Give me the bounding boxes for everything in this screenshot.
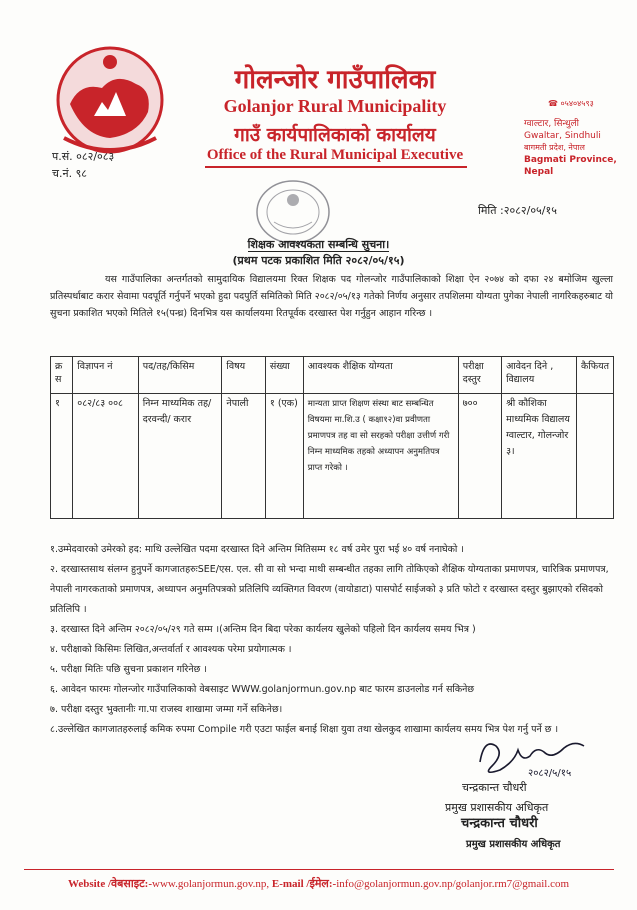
footer-contact: Website /वेबसाइट:-www.golanjormun.gov.np, E-mail /ईमेल:-info@golanjormun.gov.np/golanjor.rm7@gmail.com (67, 878, 570, 890)
signatory-designation-stamp: प्रमुख प्रशासकीय अधिकृत (445, 801, 549, 814)
col-fee: परीक्षा दस्तुर (458, 357, 501, 394)
col-sn: क्र स (51, 357, 73, 394)
vacancy-table (50, 356, 614, 519)
office-address (524, 118, 634, 178)
website-link[interactable]: www.golanjormun.gov.np (152, 878, 267, 890)
notice-title-text: शिक्षक आवश्यकता सम्बन्धि सुचना। (247, 238, 390, 251)
cell-fee: ७०० (458, 394, 501, 519)
office-stamp (254, 178, 332, 246)
table-header-row (51, 357, 614, 394)
col-subject: विषय (222, 357, 265, 394)
municipality-emblem (50, 42, 170, 160)
note-item: १.उम्मेदवारको उमेरको हद: माथि उल्लेखित पदमा दरखास्त दिने अन्तिम मितिसम्म १८ वर्ष उमेर पुरा भई ४० वर्ष ननाघेको । (50, 544, 465, 555)
office-underline (205, 166, 467, 168)
municipality-name-np: गोलन्जोर गाउँपालिका (234, 65, 436, 95)
note-item: ३. दरखास्त दिने अन्तिम २०८२/०५/२९ गते सम्म ।(अन्तिम दिन बिदा परेका कार्यलय खुलेको पहिलो दिन कार्यलय समय भित्र ) (50, 624, 476, 635)
note-item: ७. परीक्षा दस्तुर भुक्तानीः गा.पा राजस्व शाखामा जम्मा गर्ने सकिनेछ। (50, 704, 283, 715)
address-line: Gwaltar, Sindhuli (524, 131, 601, 141)
cell-qualification: मान्यता प्राप्त शिक्षण संस्था बाट सम्बन्धित विषयमा मा.शि.उ ( कक्षा१२)वा प्रवीणता प्रमाणपत्र तह वा सो सरहको परीक्षा उत्तीर्ण गरी निम्न माध्यमिक तहको अध्यापन अनुमतिपत्र प्राप्त गरेको । (303, 394, 458, 519)
address-line: Bagmati Province, Nepal (524, 155, 617, 177)
signatory-name-stamp: चन्द्रकान्त चौधरी (461, 816, 538, 831)
note-item: ८.उल्लेखित कागजातहरुलाई कमिक रुपमा Compile गरी एउटा फाईल बनाई शिक्षा युवा तथा खेलकुद शाखामा कार्यलय समय भित्र पेश गर्नु पर्ने छ । (50, 724, 559, 735)
note-item: ५. परीक्षा मितिः पछि सुचना प्रकाशन गरिनेछ । (50, 664, 207, 675)
col-count: संख्या (265, 357, 303, 394)
office-name-en: Office of the Rural Municipal Executive (206, 147, 464, 163)
address-line: ग्वाल्टार, सिन्धुली (524, 119, 579, 129)
ref-ps: प.सं. ०८२/०८३ (52, 150, 115, 163)
signatory-name: चन्द्रकान्त चौधरी (462, 781, 527, 794)
note-item: २. दरखास्तसाथ संलग्न हुनुपर्ने कागजातहरुःSEE/एस. एल. सी वा सो भन्दा माथी सम्बन्धीत तहका लागि तोकिएको शैक्षिक योग्यताका प्रमाणपत्र, चारित्रिक प्रमाणपत्र, नेपाली नागरकताको प्रमाणपत्र, अध्यापन अनुमतिपत्रको प्रतिलिपि व्यक्तिगत विवरण (वायोडाटा) पासपोर्ट साईजको ३ प्रति फोटो र दरखास्त दस्तुर बुझाएको रसिदको प्रतिलिपि । (50, 564, 609, 615)
col-post: पद/तह/किसिम (138, 357, 222, 394)
handwritten-signature (474, 732, 614, 782)
cell-subject: नेपाली (222, 394, 265, 519)
col-qualification: आवश्यक शैक्षिक योग्यता (303, 357, 458, 394)
notes-list (50, 540, 615, 740)
address-line: बागमती प्रदेश, नेपाल (524, 143, 585, 152)
cell-school: श्री कौशिका माध्यमिक विद्यालय ग्वाल्टार, गोलन्जोर ३। (502, 394, 577, 519)
reference-numbers (52, 148, 114, 182)
note-item: ४. परीक्षाको किसिमः लिखित,अन्तर्वार्ता र आवश्यक परेमा प्रयोगात्मक । (50, 644, 292, 655)
cell-sn: १ (51, 394, 73, 519)
notice-title (0, 237, 637, 252)
cell-remarks (576, 394, 613, 519)
cell-count: १ (एक) (265, 394, 303, 519)
col-remarks: कैफियत (576, 357, 613, 394)
email-label: E-mail /ईमेल:- (271, 878, 337, 890)
cell-ad-no: ०८२/८३ ००८ (73, 394, 138, 519)
email-link[interactable]: info@golanjormun.gov.np/golanjor.rm7@gmail.com (336, 878, 570, 890)
ref-chn: च.नं. ९८ (52, 167, 88, 180)
website-label: Website /वेबसाइट:- (67, 878, 152, 890)
footer-divider (24, 869, 614, 870)
notice-body: यस गाउँपालिका अन्तर्गतको सामुदायिक विद्यालयमा रिक्त शिक्षक पद गोलन्जोर गाउँपालिकाको शिक्षा ऐन २०७४ को दफा २४ बमोजिम खुल्ला प्रतिस्पर्धाबाट करार सेवामा पदपूर्ति गर्नुपर्ने भएको हुदा पदपुर्ति समितिको मिति २०८२/०५/१३ गतेको निर्णय अनुसार तपशिलमा योग्यता पुगेका नेपाली नागरिकहरुबाट यो सुचना प्रकाशित भएको मितिले १५(पन्ध्र) दिनभित्र यस कार्यालयमा रितपूर्वक दरखास्त पेश गर्नुहुन आहान गरिन्छ । (50, 274, 613, 319)
col-school: आवेदन दिने , विद्यालय (502, 357, 577, 394)
notice-subtitle: (प्रथम पटक प्रकाशित मिति २०८२/०५/१५) (232, 254, 405, 267)
signatory-designation: प्रमुख प्रशासकीय अधिकृत (466, 839, 561, 850)
notice-date: मिति :२०८२/०५/१५ (478, 204, 557, 217)
note-item: ६. आवेदन फारमः गोलन्जोर गाउँपालिकाको वेबसाइट WWW.golanjormun.gov.np बाट फारम डाउनलोड गर्न सकिनेछ (50, 684, 475, 695)
phone-number: ☎ ०५४०४५९३ (548, 99, 594, 108)
municipality-name-en: Golanjor Rural Municipality (223, 96, 447, 116)
signature-date: २०८२/५/१५ (528, 768, 572, 779)
table-row (51, 394, 614, 519)
cell-post: निम्न माध्यमिक तह/ दरवन्दी/ करार (138, 394, 222, 519)
col-ad-no: विज्ञापन नं (73, 357, 138, 394)
office-name-np: गाउँ कार्यपालिकाको कार्यालय (234, 124, 436, 146)
